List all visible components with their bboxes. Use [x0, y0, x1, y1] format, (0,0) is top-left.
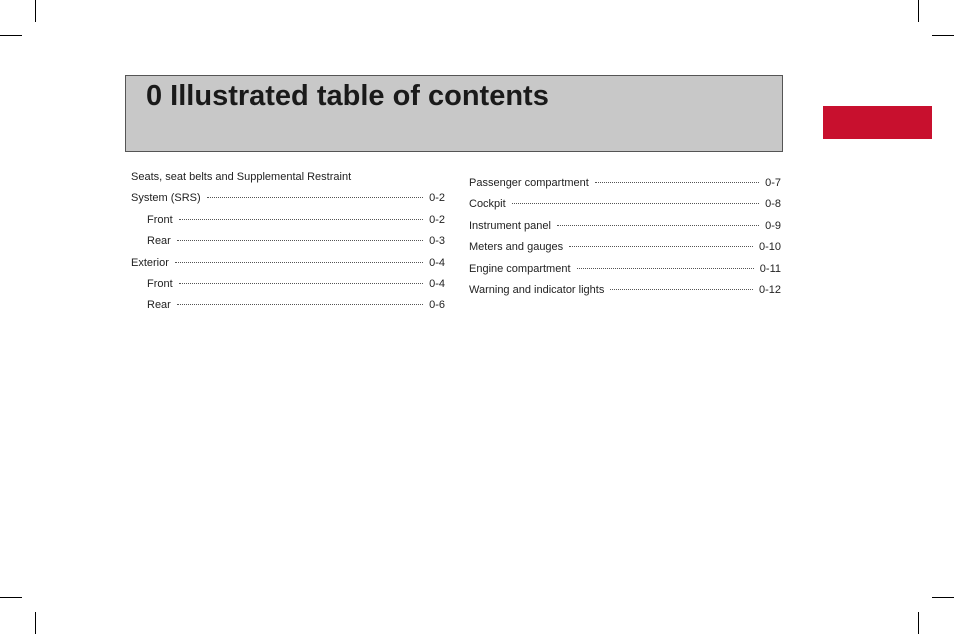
toc-entry-title: Cockpit: [469, 198, 506, 211]
toc-entry-title: Front: [147, 213, 173, 226]
dot-leader: [179, 204, 423, 220]
toc-entry-title: Engine compartment: [469, 262, 571, 275]
crop-mark: [0, 597, 22, 598]
toc-entry-page: 0-2: [429, 213, 445, 226]
toc-entry-title: Instrument panel: [469, 219, 551, 232]
dot-leader: [207, 182, 423, 198]
dot-leader: [177, 225, 423, 241]
toc-entry-title: System (SRS): [131, 192, 201, 205]
dot-leader: [179, 268, 423, 284]
toc-entry-title: Rear: [147, 235, 171, 248]
toc-entry-page: 0-9: [765, 219, 781, 232]
toc-entry-page: 0-4: [429, 256, 445, 269]
chapter-tab-marker: [823, 106, 932, 139]
toc-entry-title: Meters and gauges: [469, 241, 564, 254]
toc-entry-title: Exterior: [131, 256, 169, 269]
toc-entry-page: 0-6: [429, 299, 445, 312]
toc-entry-page: 0-2: [429, 192, 445, 205]
toc-entry-title: Warning and indicator lights: [469, 284, 605, 297]
dot-leader: [569, 231, 753, 247]
dot-leader: [577, 253, 754, 269]
toc-entry-title: Rear: [147, 299, 171, 312]
dot-leader: [512, 188, 759, 204]
toc-column-right: [469, 170, 781, 298]
toc-entry-exterior-rear[interactable]: [131, 292, 445, 313]
toc-entry-title: Front: [147, 278, 173, 291]
toc-entry-page: 0-4: [429, 278, 445, 291]
crop-mark: [932, 597, 954, 598]
toc-entry-page: 0-8: [765, 198, 781, 211]
toc-entry-warning-lights[interactable]: [469, 277, 781, 298]
crop-mark: [35, 0, 36, 22]
crop-mark: [0, 35, 22, 36]
toc-entry-heading: Seats, seat belts and Supplemental Restraint: [131, 171, 352, 183]
crop-mark: [918, 0, 919, 22]
page-title: 0 Illustrated table of contents: [146, 80, 549, 112]
toc-entry-page: 0-12: [758, 284, 781, 297]
crop-mark: [35, 612, 36, 634]
dot-leader: [610, 274, 753, 290]
dot-leader: [595, 167, 759, 183]
toc-entry-page: 0-3: [429, 235, 445, 248]
crop-mark: [932, 35, 954, 36]
toc-entry-page: 0-10: [758, 241, 781, 254]
dot-leader: [175, 247, 423, 263]
dot-leader: [177, 289, 423, 305]
toc-entry-page: 0-11: [759, 262, 781, 275]
dot-leader: [557, 210, 759, 226]
toc-entry-title: Passenger compartment: [469, 177, 589, 189]
chapter-header: [125, 75, 783, 152]
crop-mark: [918, 612, 919, 634]
toc-entry-page: 0-7: [765, 177, 781, 189]
toc-column-left: [131, 170, 445, 314]
